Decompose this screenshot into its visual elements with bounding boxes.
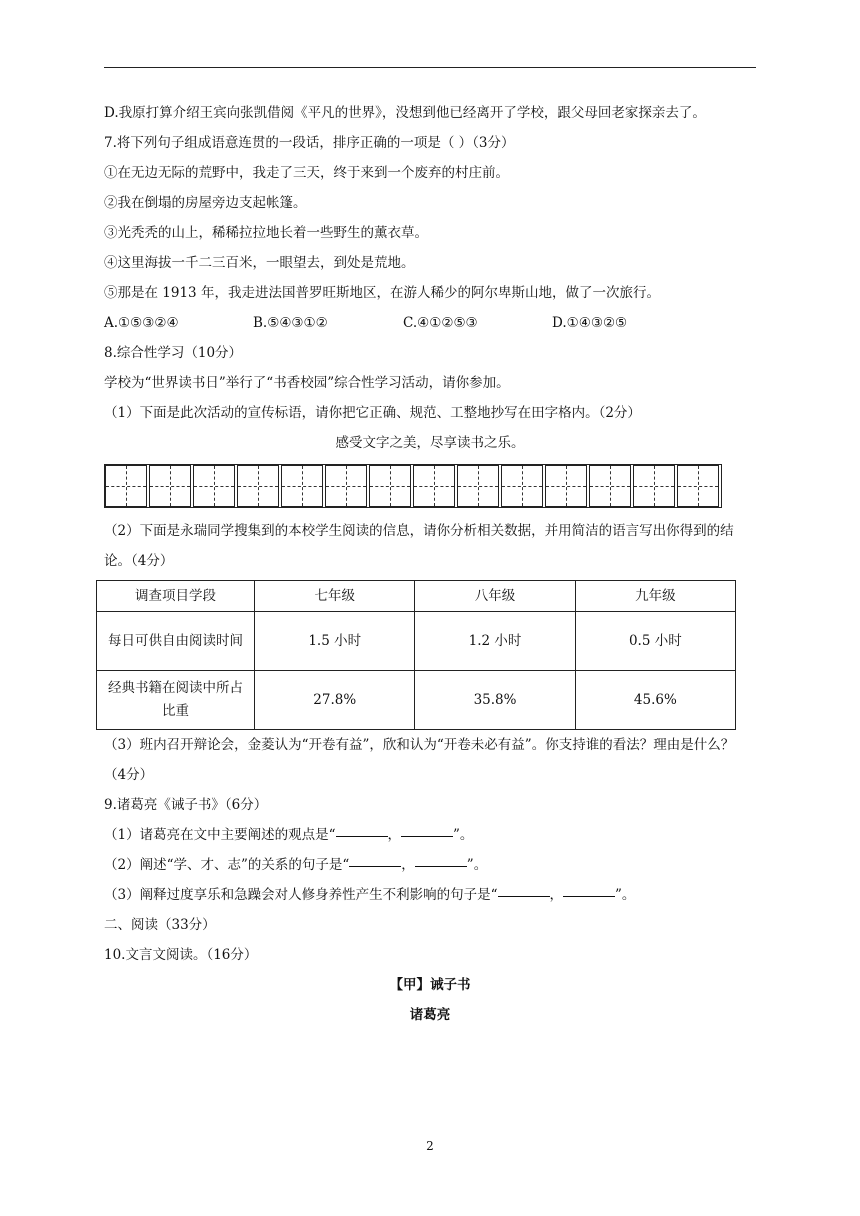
q9-title: 9.诸葛亮《诫子书》（6分） [104,797,268,813]
page-content [104,98,756,1030]
q9-item-text: （3）阐释过度享乐和急躁会对人修身养性产生不利影响的句子是“ [104,887,498,903]
q7-sentence: ②我在倒塌的房屋旁边支起帐篷。 [104,195,307,211]
table-cell: 45.6% [575,671,735,730]
q7-sentence: ④这里海拔一千二三百米，一眼望去，到处是荒地。 [104,255,415,271]
header-rule [104,67,756,68]
answer-blank[interactable] [415,865,467,867]
table-cell: 27.8% [255,671,415,730]
cell-guide-horizontal [150,486,190,487]
q10-title: 10.文言文阅读。（16分） [104,947,258,963]
q8-part2: （2）下面是永瑞同学搜集到的本校学生阅读的信息，请你分析相关数据，并用简洁的语言写出你得到的结论。（4分） [104,523,734,569]
tianzige-cell[interactable] [281,465,323,507]
table-header-row [97,581,736,612]
passage-author: 诸葛亮 [409,1007,451,1023]
tianzige-cell[interactable] [457,465,499,507]
q7-options [104,308,756,338]
cell-guide-horizontal [502,486,542,487]
cell-guide-horizontal [326,486,366,487]
q9-item [104,850,756,880]
q9-item [104,880,756,910]
table-header-cell: 八年级 [415,581,575,612]
table-cell: 35.8% [415,671,575,730]
tianzige-cell[interactable] [677,465,719,507]
cell-guide-horizontal [370,486,410,487]
cell-guide-horizontal [194,486,234,487]
q7-stem: 7.将下列句子组成语意连贯的一段话，排序正确的一项是（ ）（3分） [104,135,515,151]
cell-guide-horizontal [590,486,630,487]
table-row [97,671,736,730]
q7-sentence: ①在无边无际的荒野中，我走了三天，终于来到一个废弃的村庄前。 [104,165,509,181]
table-header-cell: 调查项目学段 [97,581,255,612]
survey-table [96,580,736,730]
q9-item-text: （1）诸葛亮在文中主要阐述的观点是“ [104,827,336,843]
table-cell: 经典书籍在阅读中所占比重 [97,671,255,730]
cell-guide-horizontal [238,486,278,487]
cell-guide-horizontal [458,486,498,487]
cell-guide-horizontal [106,486,146,487]
q8-slogan: 感受文字之美，尽享读书之乐。 [335,435,525,451]
tianzige-grid[interactable] [104,464,722,508]
q9-item-sep: ， [549,887,563,903]
q8-part3: （3）班内召开辩论会，金菱认为“开卷有益”，欣和认为“开卷未必有益”。你支持谁的看法？理由是什么？（4分） [104,737,735,783]
answer-blank[interactable] [498,895,550,897]
cell-guide-horizontal [634,486,674,487]
tianzige-cell[interactable] [237,465,279,507]
tianzige-cell[interactable] [589,465,631,507]
q7-option-b: B.⑤④③①② [253,315,328,331]
q6-option-d: D.我原打算介绍王宾向张凯借阅《平凡的世界》，没想到他已经离开了学校，跟父母回老家探亲去了。 [104,105,706,121]
table-cell: 1.5 小时 [255,612,415,671]
table-cell: 1.2 小时 [415,612,575,671]
passage-title: 【甲】诫子书 [389,977,471,993]
tianzige-cell[interactable] [369,465,411,507]
table-row [97,612,736,671]
q7-option-d: D.①④③②⑤ [552,315,628,331]
q8-title: 8.综合性学习（10分） [104,345,243,361]
table-cell: 0.5 小时 [575,612,735,671]
q9-item-text: （2）阐述“学、才、志”的关系的句子是“ [104,857,350,873]
cell-guide-horizontal [678,486,718,487]
q9-item-end: ”。 [615,887,636,903]
answer-blank[interactable] [336,835,388,837]
tianzige-cell[interactable] [193,465,235,507]
table-header-cell: 九年级 [575,581,735,612]
section-title: 二、阅读（33分） [104,917,216,933]
tianzige-cell[interactable] [105,465,147,507]
q9-item-end: ”。 [453,827,474,843]
q7-sentence: ③光秃秃的山上，稀稀拉拉地长着一些野生的薰衣草。 [104,225,428,241]
cell-guide-horizontal [546,486,586,487]
answer-blank[interactable] [401,835,453,837]
q9-item-sep: ， [387,827,401,843]
cell-guide-horizontal [282,486,322,487]
q9-item [104,820,756,850]
answer-blank[interactable] [563,895,615,897]
tianzige-cell[interactable] [325,465,367,507]
table-header-cell: 七年级 [255,581,415,612]
q7-sentence: ⑤那是在 1913 年，我走进法国普罗旺斯地区，在游人稀少的阿尔卑斯山地，做了一次旅行。 [104,285,660,301]
table-cell: 每日可供自由阅读时间 [97,612,255,671]
cell-guide-horizontal [414,486,454,487]
tianzige-cell[interactable] [545,465,587,507]
q9-item-end: ”。 [466,857,488,873]
q7-option-a: A.①⑤③②④ [104,315,179,331]
q8-intro: 学校为“世界读书日”举行了“书香校园”综合性学习活动，请你参加。 [104,375,510,391]
answer-blank[interactable] [349,865,401,867]
tianzige-cell[interactable] [633,465,675,507]
q7-option-c: C.④①②⑤③ [403,315,478,331]
tianzige-cell[interactable] [501,465,543,507]
q9-item-sep: ， [401,857,415,873]
tianzige-cell[interactable] [149,465,191,507]
page-number: 2 [426,1139,434,1153]
q8-part1: （1）下面是此次活动的宣传标语，请你把它正确、规范、工整地抄写在田字格内。（2分） [104,405,641,421]
tianzige-cell[interactable] [413,465,455,507]
